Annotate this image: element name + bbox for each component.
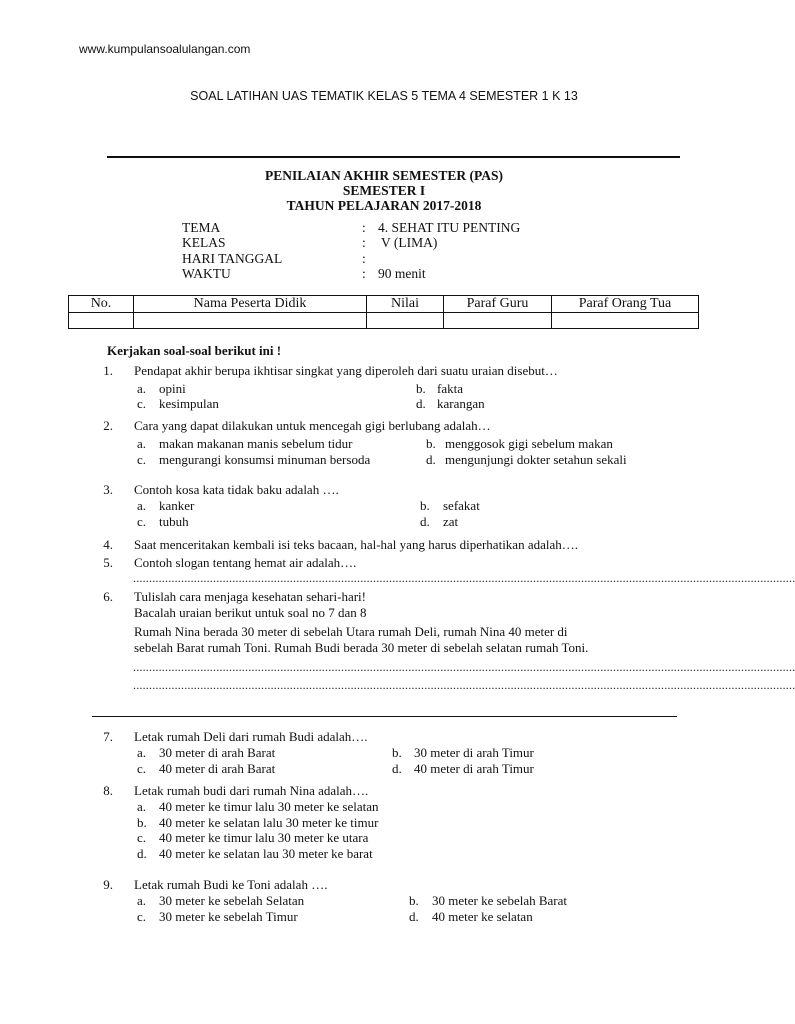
q2-option-d[interactable]: mengunjungi dokter setahun sekali xyxy=(445,452,627,467)
info-label-tema: TEMA xyxy=(182,220,221,235)
question-number: 6. xyxy=(103,589,113,604)
option-letter: b. xyxy=(416,381,426,396)
q7-option-c[interactable]: 40 meter di arah Barat xyxy=(159,761,276,776)
q1-option-c[interactable]: kesimpulan xyxy=(159,396,219,411)
option-letter: a. xyxy=(137,381,147,396)
option-letter: d. xyxy=(416,396,426,411)
q7-option-b[interactable]: 30 meter di arah Timur xyxy=(414,745,534,760)
option-letter: b. xyxy=(426,436,436,451)
q2-option-b[interactable]: menggosok gigi sebelum makan xyxy=(445,436,613,451)
question-7-text: Letak rumah Deli dari rumah Budi adalah…. xyxy=(134,729,368,744)
info-label-waktu: WAKTU xyxy=(182,266,231,281)
option-letter: b. xyxy=(137,815,147,830)
option-letter: a. xyxy=(137,436,147,451)
divider-thick xyxy=(107,156,680,158)
question-number: 1. xyxy=(103,363,113,378)
q3-option-c[interactable]: tubuh xyxy=(159,514,189,529)
q3-option-b[interactable]: sefakat xyxy=(443,498,480,513)
info-sep: : xyxy=(362,266,366,281)
option-letter: c. xyxy=(137,909,147,924)
cell-no[interactable] xyxy=(69,313,134,329)
question-8-text: Letak rumah budi dari rumah Nina adalah…. xyxy=(134,783,369,798)
q1-option-d[interactable]: karangan xyxy=(437,396,485,411)
question-1-text: Pendapat akhir berupa ikhtisar singkat yang diperoleh dari suatu uraian disebut… xyxy=(134,363,558,378)
table-row xyxy=(69,313,699,329)
instruction: Kerjakan soal-soal berikut ini ! xyxy=(107,343,282,358)
q9-option-b[interactable]: 30 meter ke sebelah Barat xyxy=(432,893,567,908)
question-9-text: Letak rumah Budi ke Toni adalah …. xyxy=(134,877,328,892)
q7-option-a[interactable]: 30 meter di arah Barat xyxy=(159,745,276,760)
q1-option-a[interactable]: opini xyxy=(159,381,186,396)
cell-paraf-guru[interactable] xyxy=(444,313,552,329)
col-header-paraf-orang-tua: Paraf Orang Tua xyxy=(552,296,699,313)
q9-option-d[interactable]: 40 meter ke selatan xyxy=(432,909,533,924)
info-sep: : xyxy=(362,220,366,235)
exam-year: TAHUN PELAJARAN 2017-2018 xyxy=(286,198,482,213)
info-sep: : xyxy=(362,235,366,250)
col-header-nama: Nama Peserta Didik xyxy=(134,296,367,313)
passage-line-2: sebelah Barat rumah Toni. Rumah Budi berada 30 meter di sebelah selatan rumah Toni. xyxy=(134,640,589,655)
question-number: 8. xyxy=(103,783,113,798)
option-letter: c. xyxy=(137,830,147,845)
q9-option-a[interactable]: 30 meter ke sebelah Selatan xyxy=(159,893,305,908)
q2-option-c[interactable]: mengurangi konsumsi minuman bersoda xyxy=(159,452,371,467)
question-number: 9. xyxy=(103,877,113,892)
question-4-text: Saat menceritakan kembali isi teks bacaan, hal-hal yang harus diperhatikan adalah…. xyxy=(134,537,578,552)
exam-semester: SEMESTER I xyxy=(342,183,426,198)
option-letter: d. xyxy=(137,846,147,861)
option-letter: a. xyxy=(137,745,147,760)
info-label-kelas: KELAS xyxy=(182,235,226,250)
answer-line[interactable]: ............................................................................................................................................................................................................... xyxy=(133,660,795,674)
q8-option-c[interactable]: 40 meter ke timur lalu 30 meter ke utara xyxy=(159,830,369,845)
cell-nilai[interactable] xyxy=(367,313,444,329)
exam-title: PENILAIAN AKHIR SEMESTER (PAS) xyxy=(265,168,503,183)
col-header-nilai: Nilai xyxy=(367,296,444,313)
q3-option-d[interactable]: zat xyxy=(443,514,459,529)
option-letter: a. xyxy=(137,893,147,908)
option-letter: a. xyxy=(137,799,147,814)
question-number: 3. xyxy=(103,482,113,497)
info-value-kelas: V (LIMA) xyxy=(381,235,438,250)
info-label-hari-tanggal: HARI TANGGAL xyxy=(182,251,283,266)
question-6-text: Tulislah cara menjaga kesehatan sehari-hari! xyxy=(134,589,366,604)
document-title: SOAL LATIHAN UAS TEMATIK KELAS 5 TEMA 4 SEMESTER 1 K 13 xyxy=(190,89,578,103)
passage-intro: Bacalah uraian berikut untuk soal no 7 dan 8 xyxy=(134,605,367,620)
col-header-no: No. xyxy=(69,296,134,313)
question-3-text: Contoh kosa kata tidak baku adalah …. xyxy=(134,482,339,497)
q2-option-a[interactable]: makan makanan manis sebelum tidur xyxy=(159,436,353,451)
option-letter: b. xyxy=(420,498,430,513)
question-number: 7. xyxy=(103,729,113,744)
answer-line[interactable]: ............................................................................................................................................................................................................... xyxy=(133,678,795,692)
student-score-table xyxy=(68,295,699,329)
table-header-row xyxy=(69,296,699,313)
info-sep: : xyxy=(362,251,366,266)
question-5-text: Contoh slogan tentang hemat air adalah…. xyxy=(134,555,357,570)
question-number: 2. xyxy=(103,418,113,433)
option-letter: d. xyxy=(426,452,436,467)
question-number: 5. xyxy=(103,555,113,570)
info-value-tema: 4. SEHAT ITU PENTING xyxy=(378,220,521,235)
q8-option-b[interactable]: 40 meter ke selatan lalu 30 meter ke timur xyxy=(159,815,379,830)
q1-option-b[interactable]: fakta xyxy=(437,381,463,396)
q8-option-d[interactable]: 40 meter ke selatan lau 30 meter ke barat xyxy=(159,846,373,861)
option-letter: c. xyxy=(137,514,147,529)
answer-line[interactable]: ............................................................................................................................................................................................................... xyxy=(133,571,795,585)
cell-paraf-orang-tua[interactable] xyxy=(552,313,699,329)
passage-line-1: Rumah Nina berada 30 meter di sebelah Utara rumah Deli, rumah Nina 40 meter di xyxy=(134,624,568,639)
option-letter: d. xyxy=(409,909,419,924)
option-letter: d. xyxy=(392,761,402,776)
option-letter: b. xyxy=(392,745,402,760)
option-letter: b. xyxy=(409,893,419,908)
q9-option-c[interactable]: 30 meter ke sebelah Timur xyxy=(159,909,298,924)
option-letter: c. xyxy=(137,396,147,411)
col-header-paraf-guru: Paraf Guru xyxy=(444,296,552,313)
option-letter: a. xyxy=(137,498,147,513)
site-url: www.kumpulansoalulangan.com xyxy=(79,42,251,56)
question-number: 4. xyxy=(103,537,113,552)
option-letter: d. xyxy=(420,514,430,529)
option-letter: c. xyxy=(137,761,147,776)
divider-thin xyxy=(92,716,677,717)
question-2-text: Cara yang dapat dilakukan untuk mencegah gigi berlubang adalah… xyxy=(134,418,491,433)
option-letter: c. xyxy=(137,452,147,467)
q3-option-a[interactable]: kanker xyxy=(159,498,195,513)
cell-nama[interactable] xyxy=(134,313,367,329)
q8-option-a[interactable]: 40 meter ke timur lalu 30 meter ke selatan xyxy=(159,799,379,814)
q7-option-d[interactable]: 40 meter di arah Timur xyxy=(414,761,534,776)
info-value-waktu: 90 menit xyxy=(378,266,426,281)
